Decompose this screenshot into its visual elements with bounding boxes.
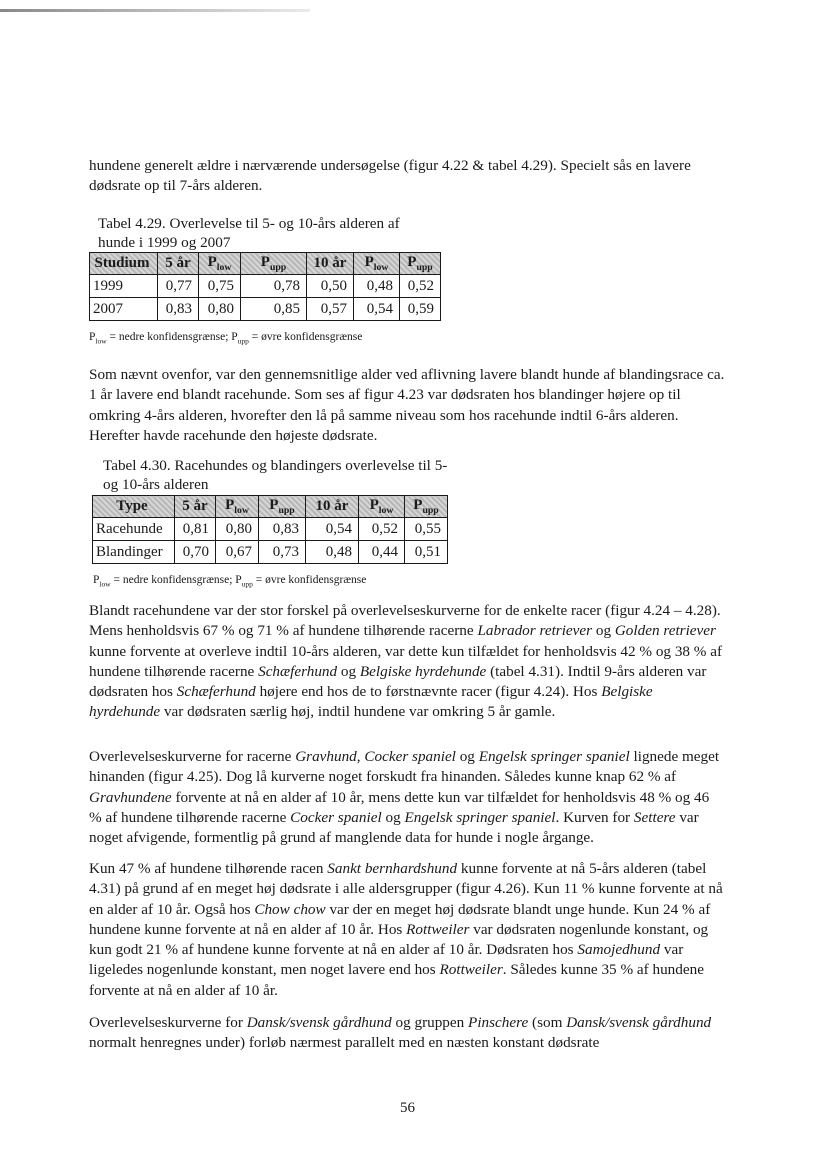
- table-cell: 0,78: [241, 275, 307, 298]
- table-cell: 1999: [90, 275, 158, 298]
- table-cell: 0,77: [158, 275, 199, 298]
- table-cell: 0,48: [354, 275, 400, 298]
- table-cell: Blandinger: [93, 541, 175, 564]
- table-cell: 0,57: [307, 298, 354, 321]
- header-cell: $P_{low}$: [354, 253, 400, 275]
- table-cell: 0,70: [175, 541, 216, 564]
- table-cell: 0,73: [259, 541, 306, 564]
- header-cell: $P_{low}$: [216, 496, 259, 518]
- table-cell: 0,55: [405, 518, 448, 541]
- table-cell: 0,67: [216, 541, 259, 564]
- table-cell: 0,59: [400, 298, 441, 321]
- header-cell: 10 år: [307, 253, 354, 275]
- table-row: [90, 298, 441, 321]
- intro-paragraph: hundene generelt ældre i nærværende undersøgelse (figur 4.22 & tabel 4.29). Specielt sås en lavere dødsrate op til 7-års alderen.: [89, 157, 691, 195]
- table-cell: 0,50: [307, 275, 354, 298]
- table-cell: 0,51: [405, 541, 448, 564]
- page-number: 56: [400, 1100, 415, 1116]
- paragraph-aflivning: Som nævnt ovenfor, var den gennemsnitlige alder ved aflivning lavere blandt hunde af blandingsrace ca. 1 år lavere end blandt racehunde. Som ses af figur 4.23 var dødsraten hos blandinger højere op til omkring 4-års alderen, hvorefter den lå på samme niveau som hos racehunde indtil 6-års alderen. Herefter havde racehunde den højeste dødsrate.: [89, 366, 725, 444]
- table-cell: 0,83: [259, 518, 306, 541]
- table-4-30-footnote: $P_{low}$ = nedre konfidensgrænse; $P_{upp}$ = øvre konfidensgrænse: [93, 574, 367, 589]
- header-cell: Type: [93, 496, 175, 518]
- header-cell: 10 år: [306, 496, 359, 518]
- paragraph-gravhund: Overlevelseskurverne for racerne Gravhund, Cocker spaniel og Engelsk springer spaniel lignede meget hinanden (figur 4.25). Dog lå kurverne noget forskudt fra hinanden. Således kunne knap 62 % af Gravhundene forvente at nå en alder af 10 år, mens dette kun var tilfældet for henholdsvis 48 % og 46 % af hundene tilhørende racerne Cocker spaniel og Engelsk springer spaniel. Kurven for Settere var noget afvigende, formentlig på grund af manglende data for hunde i nogle årgange.: [89, 748, 720, 847]
- table-cell: 2007: [90, 298, 158, 321]
- table-cell: 0,85: [241, 298, 307, 321]
- table-4-29-caption: Tabel 4.29. Overlevelse til 5- og 10-års alderen af hunde i 1999 og 2007: [98, 215, 400, 251]
- table-header-row: [93, 496, 448, 518]
- table-cell: 0,81: [175, 518, 216, 541]
- header-cell: 5 år: [175, 496, 216, 518]
- table-header-row: [90, 253, 441, 275]
- table-cell: Racehunde: [93, 518, 175, 541]
- header-cell: $P_{low}$: [199, 253, 241, 275]
- table-4-30-caption: Tabel 4.30. Racehundes og blandingers overlevelse til 5- og 10-års alderen: [103, 457, 448, 493]
- header-cell: $P_{low}$: [359, 496, 405, 518]
- header-cell: $P_{upp}$: [241, 253, 307, 275]
- table-row: [93, 541, 448, 564]
- table-4-29-footnote: $P_{low}$ = nedre konfidensgrænse; $P_{upp}$ = øvre konfidensgrænse: [89, 331, 363, 346]
- header-cell: $P_{upp}$: [405, 496, 448, 518]
- table-row: [90, 275, 441, 298]
- table-cell: 0,52: [400, 275, 441, 298]
- header-cell: Studium: [90, 253, 158, 275]
- table-cell: 0,52: [359, 518, 405, 541]
- table-cell: 0,48: [306, 541, 359, 564]
- table-row: [93, 518, 448, 541]
- header-cell: $P_{upp}$: [400, 253, 441, 275]
- table-cell: 0,83: [158, 298, 199, 321]
- table-cell: 0,75: [199, 275, 241, 298]
- header-cell: 5 år: [158, 253, 199, 275]
- table-4-29: [89, 252, 441, 321]
- scan-artifact: [0, 9, 310, 12]
- table-cell: 0,80: [216, 518, 259, 541]
- table-cell: 0,54: [354, 298, 400, 321]
- table-cell: 0,44: [359, 541, 405, 564]
- table-4-30: [92, 495, 448, 564]
- paragraph-racer: Blandt racehundene var der stor forskel på overlevelseskurverne for de enkelte racer (figur 4.24 – 4.28). Mens henholdsvis 67 % og 71 % af hundene tilhørende racerne Labrador retriever og Golden retriever kunne forvente at overleve indtil 10-års alderen, var dette kun tilfældet for henholdsvis 42 % og 38 % af hundene tilhørende racerne Schæferhund og Belgiske hyrdehunde (tabel 4.31). Indtil 9-års alderen var dødsraten hos Schæferhund højere end hos de to førstnævnte racer (figur 4.24). Hos Belgiske hyrdehunde var dødsraten særlig høj, indtil hundene var omkring 5 år gamle.: [89, 602, 723, 721]
- table-cell: 0,54: [306, 518, 359, 541]
- table-cell: 0,80: [199, 298, 241, 321]
- header-cell: $P_{upp}$: [259, 496, 306, 518]
- paragraph-gaardhund: Overlevelseskurverne for Dansk/svensk gårdhund og gruppen Pinschere (som Dansk/svensk gårdhund normalt henregnes under) forløb nærmest parallelt med en næsten konstant dødsrate: [89, 1014, 712, 1052]
- paragraph-sankt-bernhard: Kun 47 % af hundene tilhørende racen Sankt bernhardshund kunne forvente at nå 5-års alderen (tabel 4.31) på grund af en meget høj dødsrate i alle aldersgrupper (figur 4.26). Kun 11 % kunne forvente at nå en alder af 10 år. Også hos Chow chow var der en meget høj dødsrate blandt unge hunde. Kun 24 % af hundene kunne forvente at nå en alder af 10 år. Hos Rottweiler var dødsraten nogenlunde konstant, og kun godt 21 % af hundene kunne forvente at nå en alder af 10 år. Dødsraten hos Samojedhund var ligeledes nogenlunde konstant, men noget lavere end hos Rottweiler. Således kunne 35 % af hundene forvente at nå en alder af 10 år.: [89, 860, 723, 999]
